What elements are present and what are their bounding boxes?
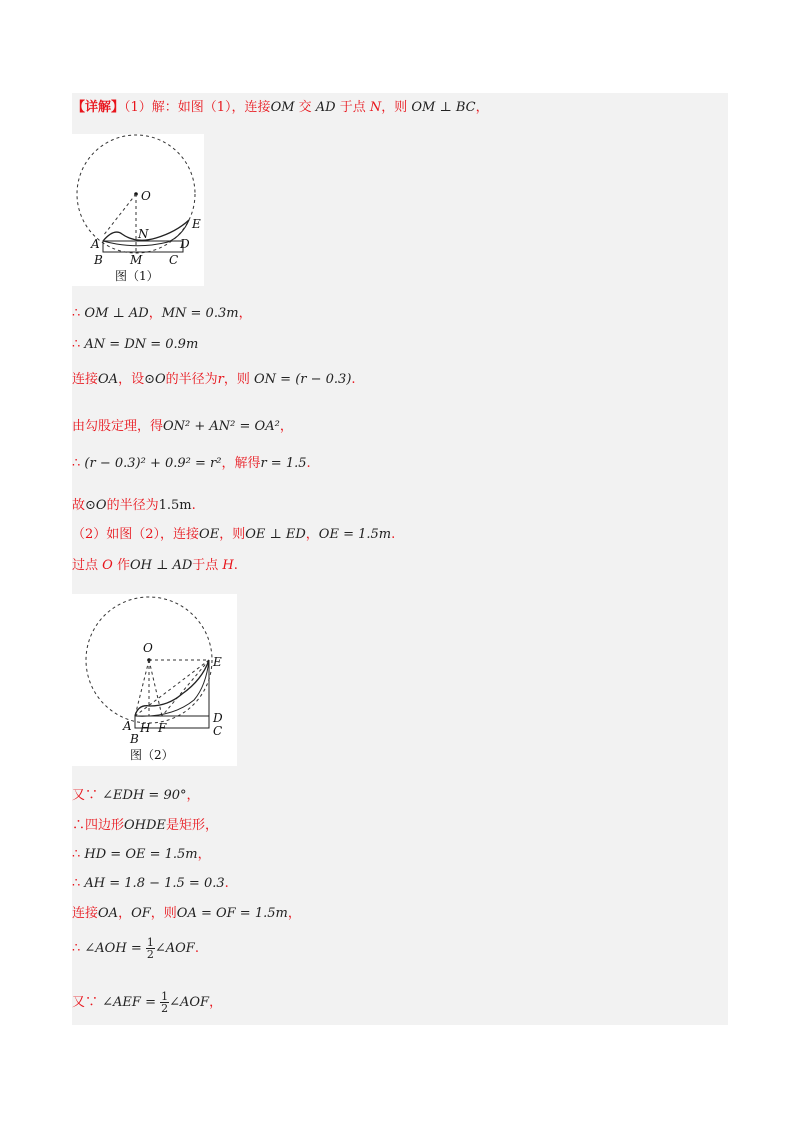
line-10: ∴四边形OHDE是矩形， xyxy=(72,818,218,833)
line-12: ∴ AH = 1.8 − 1.5 = 0.3. xyxy=(72,876,229,891)
detail-tag: 【详解】 xyxy=(72,100,125,115)
line-1: ∴ OM ⊥ AD，MN = 0.3m， xyxy=(72,306,252,321)
label-B2: B xyxy=(130,732,139,746)
line-11: ∴ HD = OE = 1.5m， xyxy=(72,847,211,862)
label-C2: C xyxy=(213,724,223,738)
line-2: ∴ AN = DN = 0.9m xyxy=(72,337,199,352)
line-7: （2）如图（2），连接OE，则OE ⊥ ED，OE = 1.5m. xyxy=(72,527,396,542)
label-M: M xyxy=(130,253,143,267)
line-14: ∴ ∠AOH = $\frac{1}{2}$ ∠AOF. xyxy=(72,936,199,961)
figure-2-caption: 图（2） xyxy=(130,748,174,762)
label-A: A xyxy=(91,237,100,251)
line-13: 连接OA，OF，则OA = OF = 1.5m， xyxy=(72,906,301,921)
label-O2: O xyxy=(143,641,153,655)
line-4: 由勾股定理，得ON² + AN² = OA²， xyxy=(72,419,293,434)
label-C: C xyxy=(169,253,179,267)
label-B: B xyxy=(94,253,103,267)
line-9: 又∵ ∠EDH = 90°， xyxy=(72,788,200,803)
label-F2: F xyxy=(158,721,167,735)
label-D: D xyxy=(180,237,190,251)
figure-1 xyxy=(72,134,204,286)
label-N: N xyxy=(138,227,149,241)
line-5: ∴ (r − 0.3)² + 0.9² = r²，解得r = 1.5. xyxy=(72,456,311,471)
fraction-half-2: $\frac{1}{2}$ xyxy=(161,990,169,1015)
line-8: 过点 O 作OH ⊥ AD于点 H. xyxy=(72,558,238,573)
label-E2: E xyxy=(213,655,222,669)
figure-2 xyxy=(72,594,237,766)
label-O: O xyxy=(141,189,151,203)
fraction-half: $\frac{1}{2}$ xyxy=(146,936,154,961)
label-H2: H xyxy=(140,721,151,735)
line-6: 故⊙O的半径为1.5m. xyxy=(72,498,196,513)
line-3: 连接OA，设⊙O的半径为r，则 ON = (r − 0.3). xyxy=(72,372,356,387)
label-E: E xyxy=(192,217,201,231)
label-D2: D xyxy=(213,711,223,725)
solution-header: 【详解】（1）解：如图（1），连接OM 交 AD 于点 N，则 OM ⊥ BC， xyxy=(72,100,489,115)
line-15: 又∵ ∠AEF = $\frac{1}{2}$ ∠AOF， xyxy=(72,990,223,1015)
label-A2: A xyxy=(123,719,132,733)
figure-1-caption: 图（1） xyxy=(115,269,159,283)
